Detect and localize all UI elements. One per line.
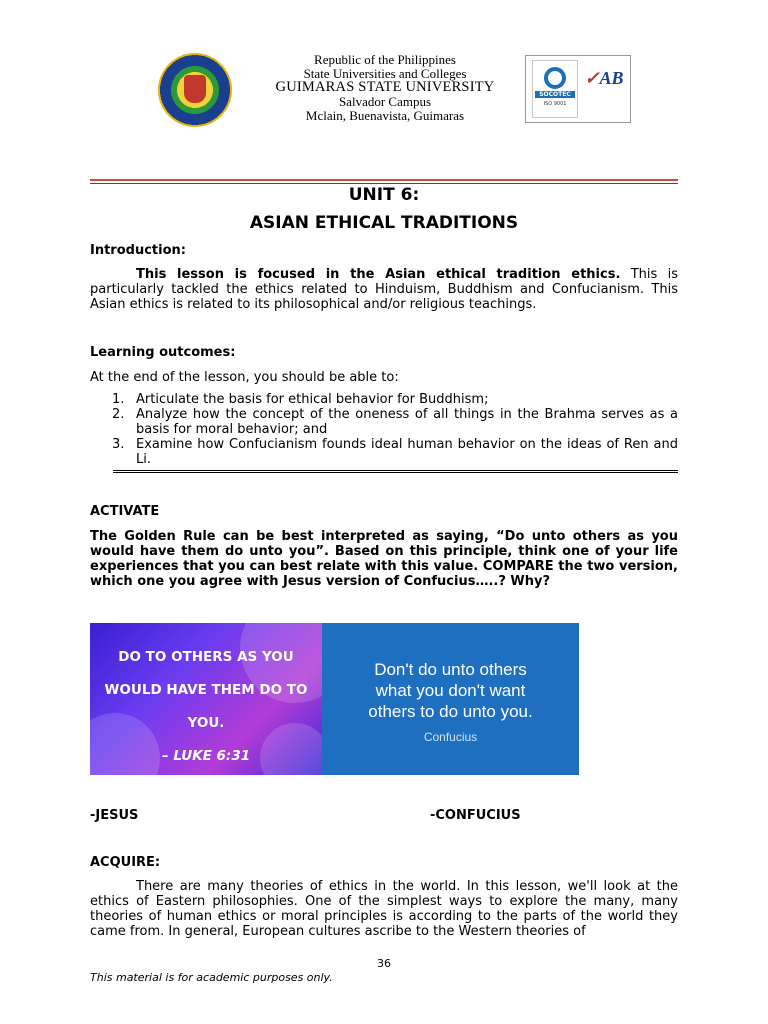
torch-icon bbox=[184, 75, 206, 103]
header-line-2: State Universities and Colleges bbox=[303, 66, 467, 81]
intro-heading: Introduction: bbox=[90, 243, 186, 258]
intro-paragraph bbox=[90, 267, 678, 312]
header-address: Mclain, Buenavista, Guimaras bbox=[305, 108, 465, 123]
page-number: 36 bbox=[377, 957, 391, 970]
intro-rest: This is particularly tackled the ethics related to Hinduism, Buddhism and Confucianism. This Asian ethics is related to its philosophical and/or religious teachings. bbox=[90, 267, 679, 312]
acquire-paragraph: There are many theories of ethics in the world. In this lesson, we'll look at the ethics of Eastern philosophies. One of the simplest ways to explore the many, many theories of human ethics or moral principles is according to the parts of the world they came from. In general, European cultures ascribe to the Western theories of bbox=[90, 879, 678, 939]
jesus-quote-reference: – LUKE 6:31 bbox=[161, 748, 251, 764]
outcomes-list bbox=[90, 392, 678, 467]
header-rule-red bbox=[90, 179, 678, 181]
confucius-quote-author: Confucius bbox=[423, 730, 478, 744]
acquire-heading: ACQUIRE: bbox=[90, 855, 161, 870]
socotec-circle-icon bbox=[544, 67, 566, 89]
uab-fineprint bbox=[582, 93, 626, 98]
unit-title: ASIAN ETHICAL TRADITIONS bbox=[249, 213, 519, 233]
socotec-logo bbox=[532, 60, 578, 118]
caption-confucius: -CONFUCIUS bbox=[430, 808, 521, 823]
confucius-quote-text: Don't do unto others what you don't want others to do unto you. bbox=[368, 660, 533, 721]
uab-logo bbox=[582, 60, 626, 116]
university-seal-icon bbox=[158, 53, 232, 127]
outcomes-divider bbox=[113, 470, 678, 473]
outcomes-heading: Learning outcomes: bbox=[90, 345, 236, 360]
jesus-quote-image bbox=[90, 623, 322, 775]
header-campus: Salvador Campus bbox=[338, 94, 432, 109]
uab-mark-icon: ✓AB bbox=[584, 68, 624, 88]
header-line-1: Republic of the Philippines bbox=[314, 52, 456, 67]
header-rule-thin bbox=[90, 183, 678, 184]
activate-prompt: The Golden Rule can be best interpreted as saying, “Do unto others as you would have them do unto you”. Based on this principle, think one of your life experiences that you can best relate with this value. COMPARE the two version, which one you agree with Jesus version of Confucius…..? Why? bbox=[90, 529, 678, 589]
intro-lead: This lesson is focused in the Asian ethical tradition ethics. bbox=[136, 267, 621, 282]
header-university-name: GUIMARAS STATE UNIVERSITY bbox=[275, 79, 495, 95]
iso-label: ISO 9001 bbox=[543, 101, 567, 107]
confucius-quote-image bbox=[322, 623, 579, 775]
list-item: 2. Analyze how the concept of the oneness of all things in the Brahma serves as a basis for moral behavior; and bbox=[112, 407, 678, 437]
activate-heading: ACTIVATE bbox=[90, 504, 160, 519]
unit-number: UNIT 6: bbox=[348, 185, 420, 205]
list-item: 1. Articulate the basis for ethical behavior for Buddhism; bbox=[112, 392, 489, 407]
jesus-quote-text: DO TO OTHERS AS YOU WOULD HAVE THEM DO TO YOU. – LUKE 6:31 bbox=[90, 641, 322, 773]
outcomes-intro: At the end of the lesson, you should be able to: bbox=[90, 370, 399, 385]
certification-logos bbox=[525, 55, 631, 123]
socotec-label: SOCOTEC bbox=[535, 91, 575, 98]
footer-note: This material is for academic purposes only. bbox=[90, 971, 333, 984]
list-item: 3. Examine how Confucianism founds ideal human behavior on the ideas of Ren and Li. bbox=[112, 437, 678, 467]
caption-jesus: -JESUS bbox=[90, 808, 139, 823]
